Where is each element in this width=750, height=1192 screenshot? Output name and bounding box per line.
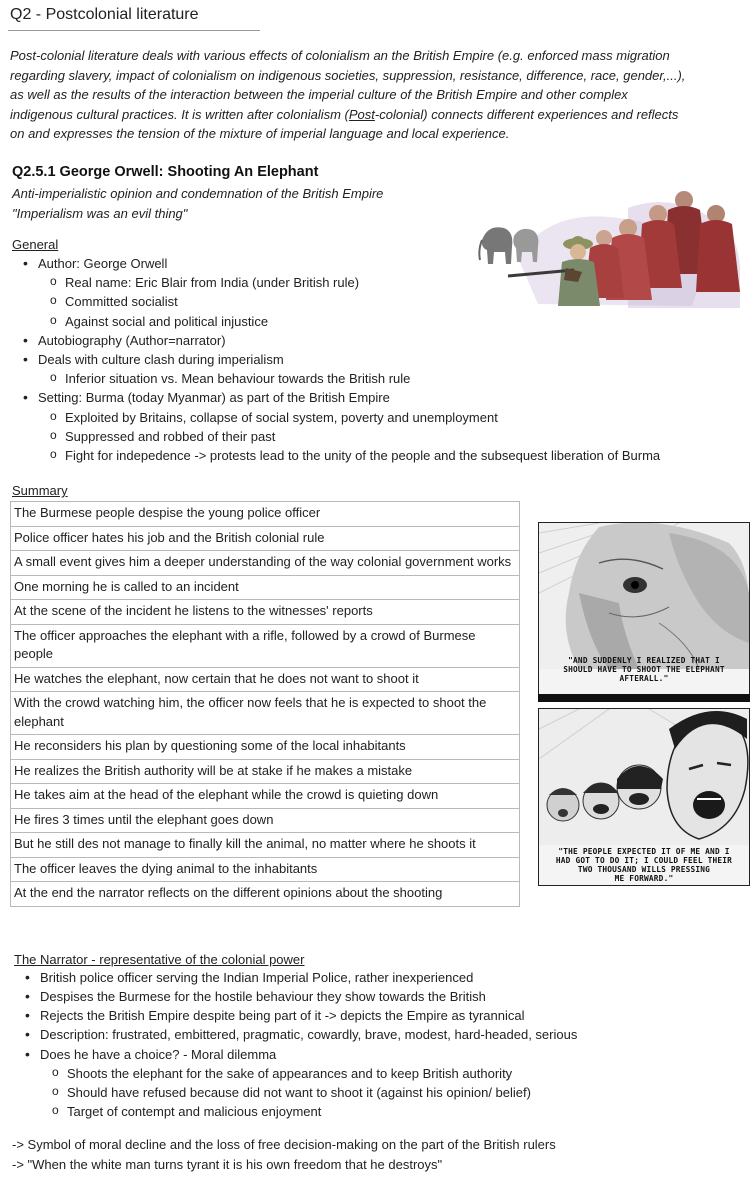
orwell-illustration bbox=[478, 188, 744, 316]
summary-cell: The officer approaches the elephant with a rifle, followed by a crowd of Burmese people bbox=[11, 624, 520, 667]
caption-2-line: "THE PEOPLE EXPECTED IT OF ME AND I bbox=[558, 847, 730, 856]
monks bbox=[584, 191, 740, 300]
crowd-drawing bbox=[539, 709, 749, 845]
narrator-subitem: o Target of contempt and malicious enjoyment bbox=[67, 1104, 321, 1119]
general-item: • Autobiography (Author=narrator) bbox=[38, 333, 226, 348]
narrator-item: • Description: frustrated, embittered, pragmatic, cowardly, brave, modest, hard-headed, serious bbox=[40, 1027, 577, 1042]
summary-cell: He watches the elephant, now certain that he does not want to shoot it bbox=[11, 667, 520, 692]
intro-line-5: on and expresses the tension of the mixture of imperial language and local experience. bbox=[10, 126, 510, 142]
table-row bbox=[11, 735, 520, 760]
general-subitem: o Inferior situation vs. Mean behaviour towards the British rule bbox=[65, 371, 410, 386]
summary-cell: A small event gives him a deeper understanding of the way colonial government works bbox=[11, 551, 520, 576]
summary-cell: He realizes the British authority will be at stake if he makes a mistake bbox=[11, 759, 520, 784]
intro-line-4-end: -colonial) connects different experiences and reflects bbox=[374, 106, 679, 122]
intro-line-1: Post-colonial literature deals with various effects of colonialism an the British Empire (e.g. enforced mass migration bbox=[10, 48, 670, 63]
table-row bbox=[11, 833, 520, 858]
conclusion-line-1: -> Symbol of moral decline and the loss of free decision-making on the part of the British rulers bbox=[12, 1137, 556, 1152]
section-heading: Q2.5.1 George Orwell: Shooting An Elephant bbox=[12, 164, 319, 180]
table-row bbox=[11, 624, 520, 667]
table-row bbox=[11, 857, 520, 882]
comic-caption-1 bbox=[539, 656, 749, 683]
summary-cell: He reconsiders his plan by questioning some of the local inhabitants bbox=[11, 735, 520, 760]
general-item: • Setting: Burma (today Myanmar) as part of the British Empire bbox=[38, 390, 390, 405]
general-item: • Author: George Orwell bbox=[38, 256, 167, 271]
general-subitem: o Fight for indepedence -> protests lead to the unity of the people and the subsequest liberation of Burma bbox=[65, 448, 660, 463]
narrator-item: • British police officer serving the Indian Imperial Police, rather inexperienced bbox=[40, 970, 473, 985]
caption-1-line: "AND SUDDENLY I REALIZED THAT I bbox=[568, 656, 720, 665]
subtitle-line-2: "Imperialism was an evil thing" bbox=[12, 205, 188, 221]
elephant-drawing bbox=[539, 523, 749, 669]
illustration-drawing bbox=[478, 188, 744, 316]
narrator-subitem: o Should have refused because did not want to shoot it (against his opinion/ belief) bbox=[67, 1085, 531, 1100]
comic-panel-crowd bbox=[538, 708, 750, 886]
narrator-item: • Despises the Burmese for the hostile behaviour they show towards the British bbox=[40, 989, 486, 1004]
summary-cell: One morning he is called to an incident bbox=[11, 575, 520, 600]
general-subitem: o Real name: Eric Blair from India (under British rule) bbox=[65, 275, 359, 290]
summary-cell: He fires 3 times until the elephant goes down bbox=[11, 808, 520, 833]
summary-cell: But he still des not manage to finally kill the animal, no matter where he shoots it bbox=[11, 833, 520, 858]
narrator-subitem: o Shoots the elephant for the sake of appearances and to keep British authority bbox=[67, 1066, 512, 1081]
caption-1-line: SHOULD HAVE TO SHOOT THE ELEPHANT bbox=[563, 665, 725, 674]
table-row bbox=[11, 502, 520, 527]
table-row bbox=[11, 526, 520, 551]
summary-cell: With the crowd watching him, the officer now feels that he is expected to shoot the elephant bbox=[11, 692, 520, 735]
general-subitem: o Committed socialist bbox=[65, 294, 178, 309]
summary-cell: At the scene of the incident he listens to the witnesses' reports bbox=[11, 600, 520, 625]
table-row bbox=[11, 784, 520, 809]
conclusion-line-2: -> "When the white man turns tyrant it is his own freedom that he destroys" bbox=[12, 1157, 443, 1172]
summary-heading: Summary bbox=[12, 483, 68, 498]
narrator-heading: The Narrator - representative of the colonial power bbox=[14, 952, 305, 967]
comic-caption-2 bbox=[539, 847, 749, 883]
summary-table bbox=[10, 501, 520, 907]
section-subtitle bbox=[12, 184, 383, 223]
summary-cell: The officer leaves the dying animal to the inhabitants bbox=[11, 857, 520, 882]
caption-1-line: AFTERALL." bbox=[619, 674, 669, 683]
table-row bbox=[11, 600, 520, 625]
summary-cell: Police officer hates his job and the British colonial rule bbox=[11, 526, 520, 551]
table-row bbox=[11, 882, 520, 907]
table-row bbox=[11, 692, 520, 735]
panel-divider bbox=[538, 694, 750, 702]
general-subitem: o Suppressed and robbed of their past bbox=[65, 429, 275, 444]
intro-underlined-post: Post bbox=[348, 106, 375, 122]
page-title: Q2 - Postcolonial literature bbox=[10, 6, 199, 23]
table-row bbox=[11, 808, 520, 833]
table-row bbox=[11, 667, 520, 692]
intro-line-2: regarding slavery, impact of colonialism on indigenous societies, suppression, resistance, difference, race, gender,...), bbox=[10, 67, 686, 83]
caption-2-line: ME FORWARD." bbox=[614, 874, 674, 883]
table-row bbox=[11, 759, 520, 784]
general-subitem: o Against social and political injustice bbox=[65, 314, 268, 329]
intro-line-3: as well as the results of the interaction between the imperial culture of the British Empire and other complex bbox=[10, 87, 628, 103]
intro-line-4 bbox=[10, 105, 746, 125]
table-row bbox=[11, 575, 520, 600]
comic-panel-elephant bbox=[538, 522, 750, 702]
general-subitem: o Exploited by Britains, collapse of social system, poverty and unemployment bbox=[65, 410, 498, 425]
table-row bbox=[11, 551, 520, 576]
intro-paragraph bbox=[10, 46, 746, 144]
narrator-item: • Does he have a choice? - Moral dilemma bbox=[40, 1047, 276, 1062]
caption-2-line: HAD GOT TO DO IT; I COULD FEEL THEIR bbox=[555, 856, 733, 865]
subtitle-line-1: Anti-imperialistic opinion and condemnation of the British Empire bbox=[12, 186, 384, 201]
summary-cell: The Burmese people despise the young police officer bbox=[11, 502, 520, 527]
summary-cell: He takes aim at the head of the elephant while the crowd is quieting down bbox=[11, 784, 520, 809]
intro-line-4-start: indigenous cultural practices. It is written after colonialism ( bbox=[10, 106, 349, 122]
caption-2-line: TWO THOUSAND WILLS PRESSING bbox=[577, 865, 711, 874]
general-item: • Deals with culture clash during imperialism bbox=[38, 352, 284, 367]
narrator-item: • Rejects the British Empire despite being part of it -> depicts the Empire as tyrannical bbox=[40, 1008, 524, 1023]
title-underline bbox=[8, 30, 260, 31]
summary-cell: At the end the narrator reflects on the different opinions about the shooting bbox=[11, 882, 520, 907]
general-heading: General bbox=[12, 237, 59, 252]
